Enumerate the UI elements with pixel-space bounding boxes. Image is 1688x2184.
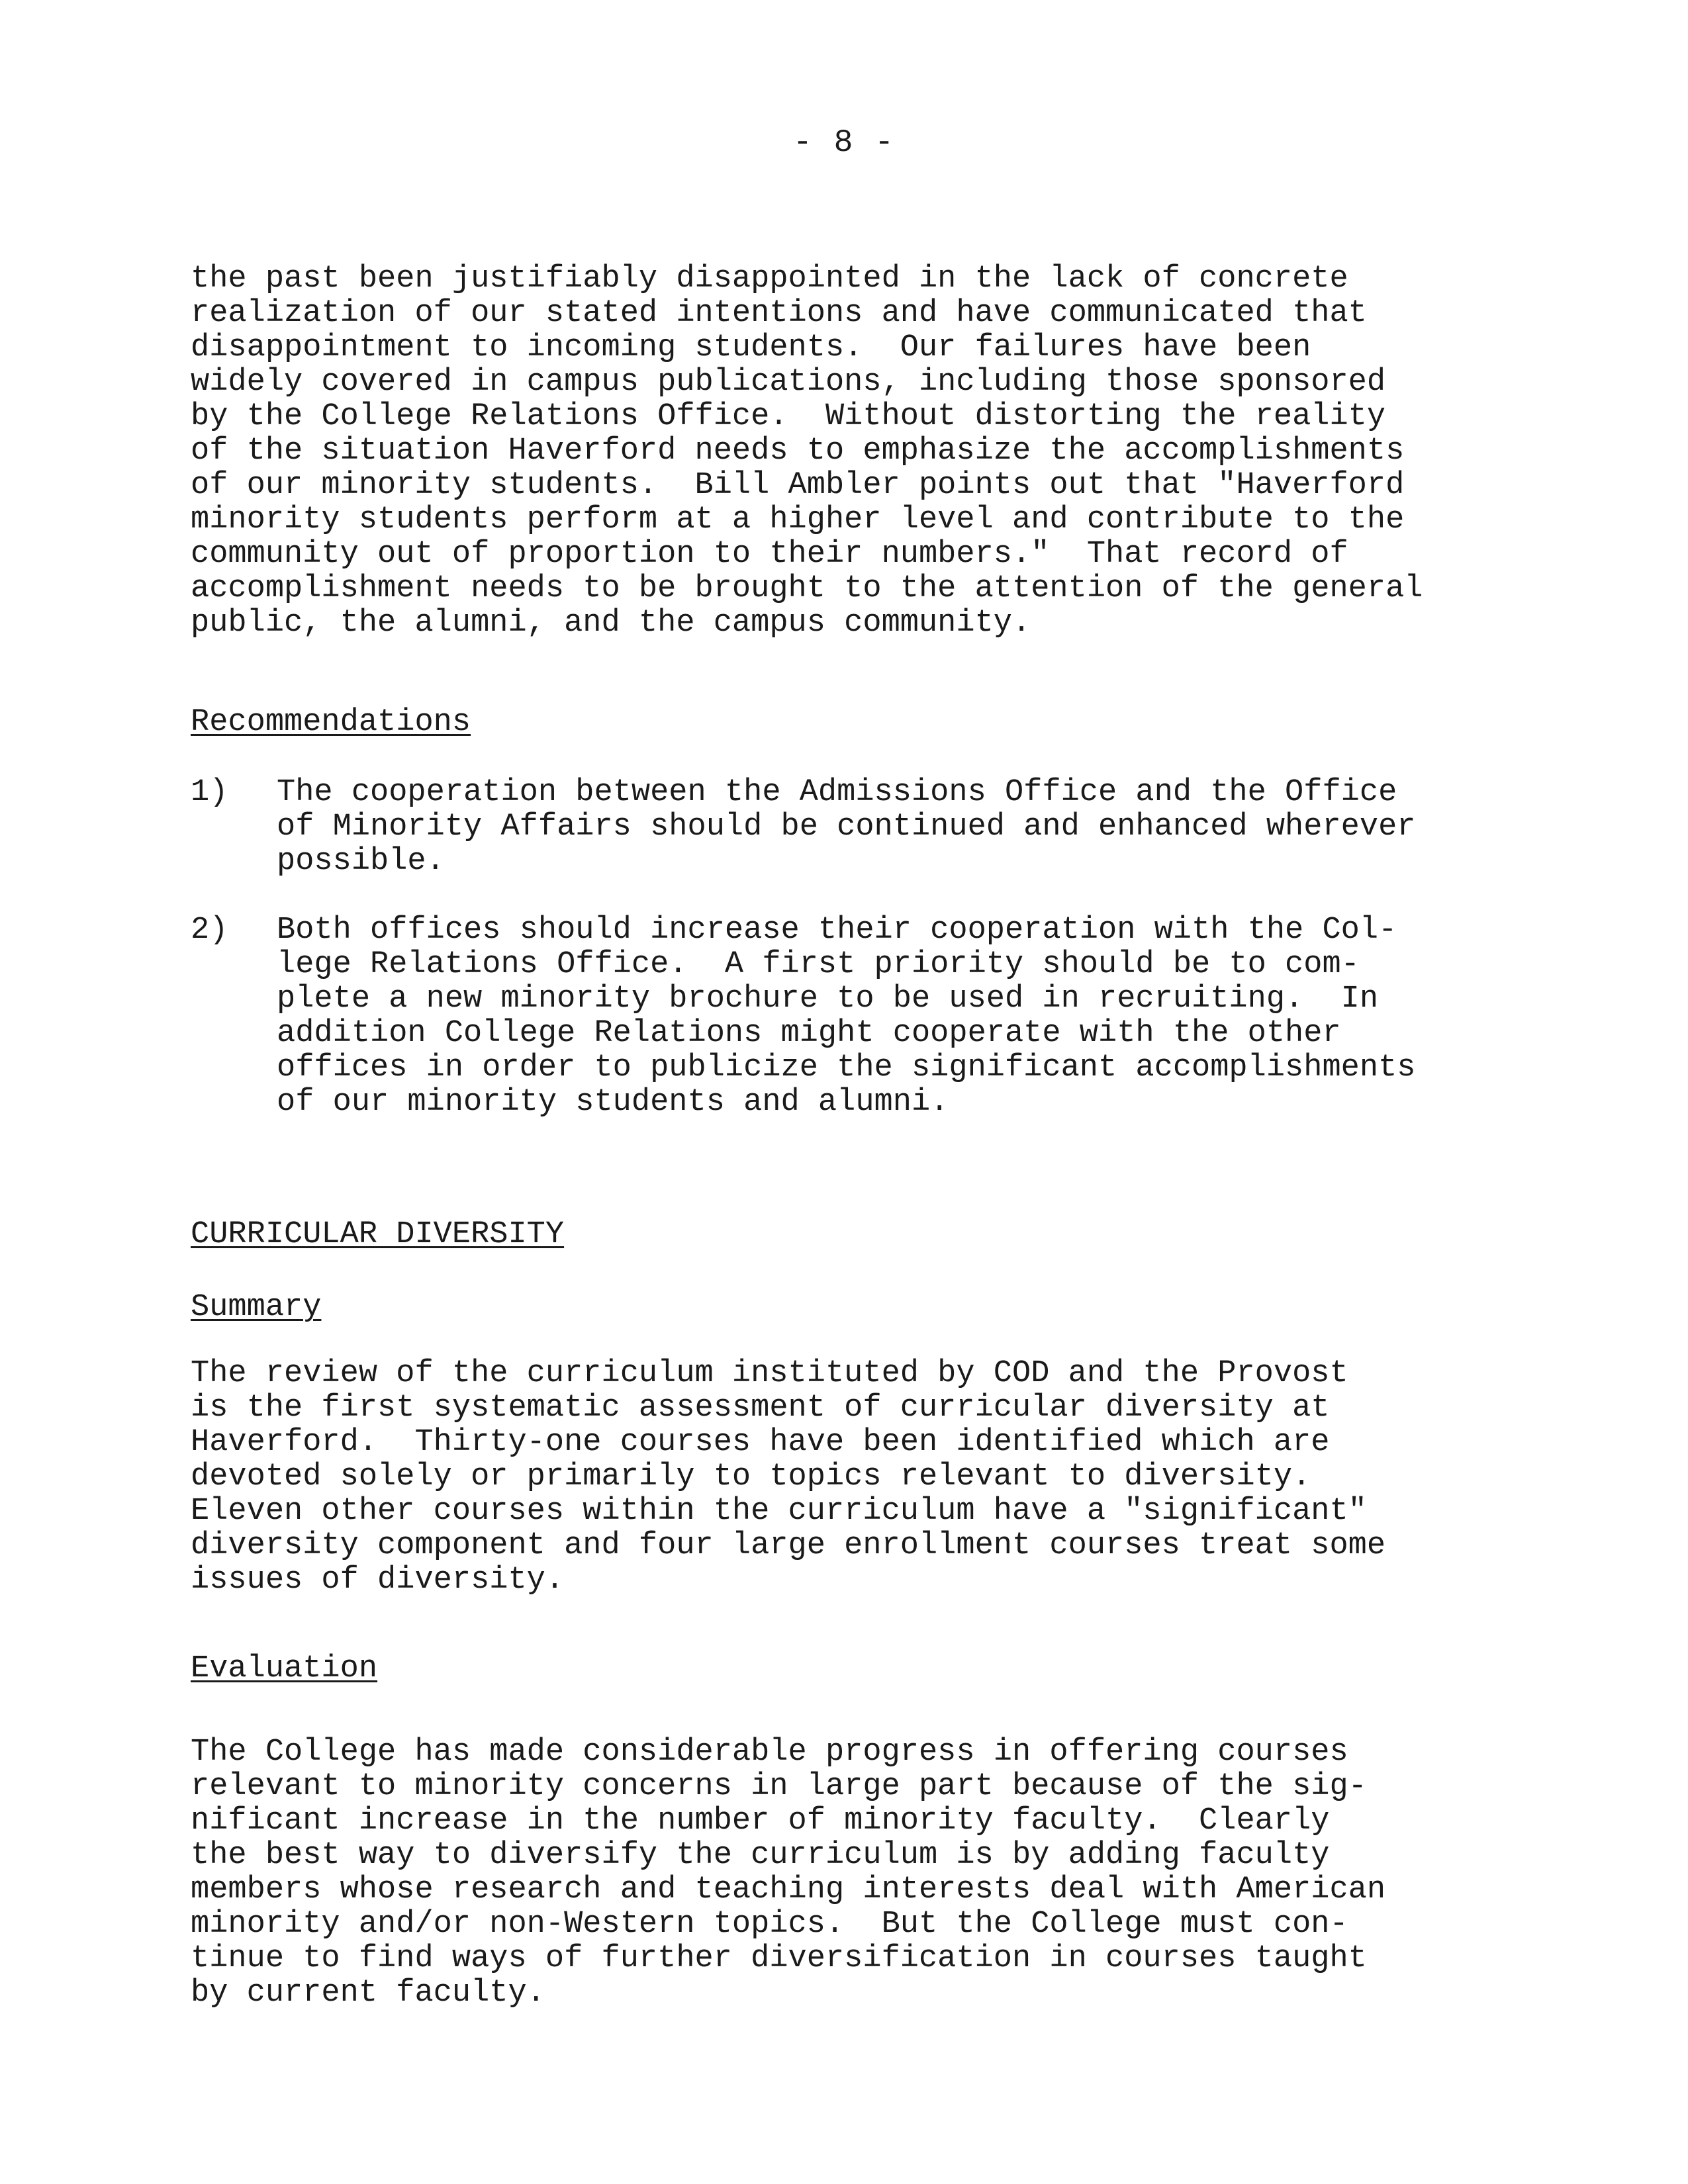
recommendation-text-2: Both offices should increase their cooperation with the Col- lege Relations Office. A first priority should be to com- plete a new minority brochure to be used in recruiting. In addition College Relations might cooperate with the other offices in order to publicize the significant accomplishments of our minority students and alumni. [277,913,1416,1120]
recommendation-text-1: The cooperation between the Admissions Office and the Office of Minority Affairs should be continued and enhanced wherever possible. [277,775,1416,879]
recommendation-number-2: 2) [191,913,228,948]
recommendation-number-1: 1) [191,775,228,810]
summary-paragraph: The review of the curriculum instituted by COD and the Provost is the first systematic assessment of curricular diversity at Haverford. Thirty-one courses have been identified which are devoted solely or primarily to topics relevant to diversity. Eleven other courses within the curriculum have a "significant" diversity component and four large enrollment courses treat some issues of diversity. [191,1356,1386,1598]
summary-heading: Summary [191,1290,322,1325]
intro-paragraph: the past been justifiably disappointed in the lack of concrete realization of our stated intentions and have communicated that disappointment to incoming students. Our failures have been widely covered in campus publications, including those sponsored by the College Relations Office. Without distorting the reality of the situation Haverford needs to emphasize the accomplishments of our minority students. Bill Ambler points out that "Haverford minority students perform at a higher level and contribute to the community out of proportion to their numbers." That record of accomplishment needs to be brought to the attention of the general public, the alumni, and the campus community. [191,261,1423,641]
curricular-diversity-heading: CURRICULAR DIVERSITY [191,1217,565,1252]
evaluation-paragraph: The College has made considerable progress in offering courses relevant to minority concerns in large part because of the sig- nificant increase in the number of minority faculty. Clearly the best way to diversify the curriculum is by adding faculty members whose research and teaching interests deal with American minority and/or non-Western topics. But the College must con- tinue to find ways of further diversification in courses taught by current faculty. [191,1735,1386,2011]
evaluation-heading: Evaluation [191,1651,378,1686]
page-number: - 8 - [792,125,896,161]
recommendations-heading: Recommendations [191,705,471,740]
